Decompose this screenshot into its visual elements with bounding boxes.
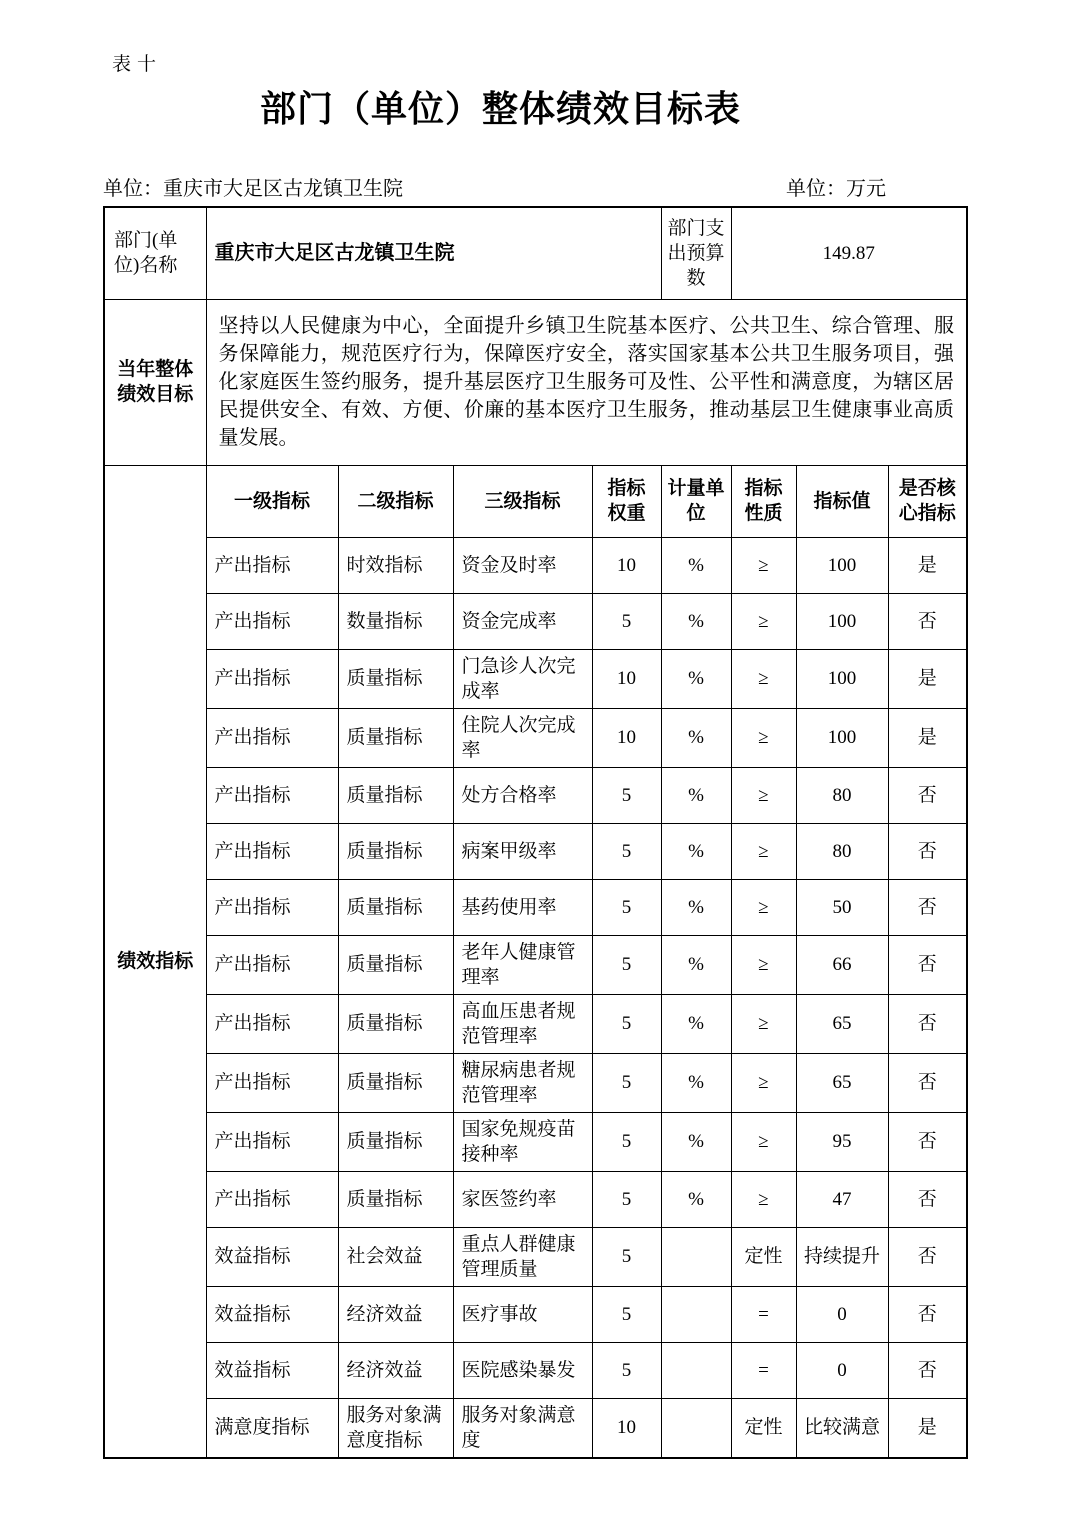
cell-level1: 产出指标 bbox=[206, 935, 338, 994]
indicator-row bbox=[104, 1398, 967, 1458]
col-header-nature: 指标性质 bbox=[731, 465, 796, 537]
cell-unit bbox=[661, 1286, 731, 1342]
cell-nature: ≥ bbox=[731, 879, 796, 935]
cell-level1: 产出指标 bbox=[206, 1171, 338, 1227]
cell-weight: 5 bbox=[592, 1112, 661, 1171]
dept-name-value: 重庆市大足区古龙镇卫生院 bbox=[206, 207, 661, 299]
cell-unit bbox=[661, 1227, 731, 1286]
cell-value: 0 bbox=[796, 1286, 888, 1342]
cell-level3: 资金完成率 bbox=[453, 593, 592, 649]
cell-level3: 家医签约率 bbox=[453, 1171, 592, 1227]
performance-target-table bbox=[103, 206, 968, 1459]
indicator-row bbox=[104, 1227, 967, 1286]
indicator-row bbox=[104, 767, 967, 823]
cell-nature: ≥ bbox=[731, 1171, 796, 1227]
cell-level2: 质量指标 bbox=[338, 1053, 453, 1112]
cell-unit: % bbox=[661, 708, 731, 767]
indicator-row bbox=[104, 935, 967, 994]
cell-nature: ≥ bbox=[731, 935, 796, 994]
cell-weight: 5 bbox=[592, 1286, 661, 1342]
col-header-level3: 三级指标 bbox=[453, 465, 592, 537]
cell-unit: % bbox=[661, 649, 731, 708]
cell-unit: % bbox=[661, 935, 731, 994]
col-header-weight: 指标权重 bbox=[592, 465, 661, 537]
cell-value: 50 bbox=[796, 879, 888, 935]
cell-level1: 产出指标 bbox=[206, 593, 338, 649]
cell-value: 100 bbox=[796, 537, 888, 593]
col-header-core: 是否核心指标 bbox=[888, 465, 967, 537]
cell-weight: 5 bbox=[592, 1171, 661, 1227]
dept-name-label: 部门(单位)名称 bbox=[104, 207, 206, 299]
cell-nature: ≥ bbox=[731, 708, 796, 767]
cell-level3: 国家免规疫苗接种率 bbox=[453, 1112, 592, 1171]
col-header-level2: 二级指标 bbox=[338, 465, 453, 537]
cell-value: 持续提升 bbox=[796, 1227, 888, 1286]
dept-row bbox=[104, 207, 967, 299]
cell-level1: 产出指标 bbox=[206, 879, 338, 935]
goal-text: 坚持以人民健康为中心，全面提升乡镇卫生院基本医疗、公共卫生、综合管理、服务保障能力，规范医疗行为，保障医疗安全，落实国家基本公共卫生服务项目，强化家庭医生签约服务，提升基层医疗卫生服务可及性、公平性和满意度，为辖区居民提供安全、有效、方便、价廉的基本医疗卫生服务，推动基层卫生健康事业高质量发展。 bbox=[206, 299, 967, 465]
cell-level2: 质量指标 bbox=[338, 935, 453, 994]
cell-unit: % bbox=[661, 823, 731, 879]
cell-value: 66 bbox=[796, 935, 888, 994]
col-header-value: 指标值 bbox=[796, 465, 888, 537]
cell-level3: 处方合格率 bbox=[453, 767, 592, 823]
cell-level2: 质量指标 bbox=[338, 823, 453, 879]
cell-core: 是 bbox=[888, 1398, 967, 1458]
cell-level3: 基药使用率 bbox=[453, 879, 592, 935]
cell-unit: % bbox=[661, 1171, 731, 1227]
indicator-row bbox=[104, 994, 967, 1053]
cell-core: 否 bbox=[888, 1112, 967, 1171]
indicator-header-row bbox=[104, 465, 967, 537]
cell-level2: 质量指标 bbox=[338, 879, 453, 935]
cell-weight: 10 bbox=[592, 537, 661, 593]
cell-nature: ≥ bbox=[731, 1053, 796, 1112]
cell-value: 47 bbox=[796, 1171, 888, 1227]
indicator-row bbox=[104, 537, 967, 593]
page-title: 部门（单位）整体绩效目标表 bbox=[259, 89, 741, 129]
cell-value: 比较满意 bbox=[796, 1398, 888, 1458]
cell-level2: 质量指标 bbox=[338, 767, 453, 823]
cell-weight: 5 bbox=[592, 767, 661, 823]
cell-nature: = bbox=[731, 1286, 796, 1342]
cell-level1: 产出指标 bbox=[206, 1053, 338, 1112]
cell-core: 否 bbox=[888, 1171, 967, 1227]
indicator-row bbox=[104, 1112, 967, 1171]
cell-value: 80 bbox=[796, 823, 888, 879]
cell-core: 否 bbox=[888, 1342, 967, 1398]
cell-level3: 老年人健康管理率 bbox=[453, 935, 592, 994]
cell-core: 否 bbox=[888, 593, 967, 649]
cell-level3: 医疗事故 bbox=[453, 1286, 592, 1342]
col-header-unit: 计量单位 bbox=[661, 465, 731, 537]
cell-level2: 服务对象满意度指标 bbox=[338, 1398, 453, 1458]
cell-unit: % bbox=[661, 994, 731, 1053]
cell-nature: ≥ bbox=[731, 537, 796, 593]
cell-weight: 5 bbox=[592, 1342, 661, 1398]
cell-weight: 5 bbox=[592, 823, 661, 879]
cell-level2: 经济效益 bbox=[338, 1342, 453, 1398]
indicator-row bbox=[104, 823, 967, 879]
cell-level3: 医院感染暴发 bbox=[453, 1342, 592, 1398]
cell-weight: 5 bbox=[592, 935, 661, 994]
cell-value: 80 bbox=[796, 767, 888, 823]
cell-weight: 10 bbox=[592, 649, 661, 708]
cell-level3: 病案甲级率 bbox=[453, 823, 592, 879]
cell-nature: ≥ bbox=[731, 823, 796, 879]
cell-level1: 产出指标 bbox=[206, 708, 338, 767]
cell-level1: 产出指标 bbox=[206, 649, 338, 708]
cell-level3: 门急诊人次完成率 bbox=[453, 649, 592, 708]
cell-weight: 10 bbox=[592, 1398, 661, 1458]
cell-level2: 质量指标 bbox=[338, 994, 453, 1053]
indicator-row bbox=[104, 1286, 967, 1342]
cell-level3: 服务对象满意度 bbox=[453, 1398, 592, 1458]
goal-label: 当年整体绩效目标 bbox=[104, 299, 206, 465]
cell-core: 否 bbox=[888, 823, 967, 879]
cell-weight: 5 bbox=[592, 994, 661, 1053]
cell-unit: % bbox=[661, 767, 731, 823]
cell-level2: 社会效益 bbox=[338, 1227, 453, 1286]
cell-unit: % bbox=[661, 1112, 731, 1171]
cell-level2: 质量指标 bbox=[338, 708, 453, 767]
cell-value: 100 bbox=[796, 649, 888, 708]
cell-weight: 10 bbox=[592, 708, 661, 767]
cell-core: 是 bbox=[888, 537, 967, 593]
cell-level1: 效益指标 bbox=[206, 1286, 338, 1342]
cell-level1: 产出指标 bbox=[206, 994, 338, 1053]
cell-core: 否 bbox=[888, 994, 967, 1053]
cell-nature: 定性 bbox=[731, 1227, 796, 1286]
cell-core: 是 bbox=[888, 708, 967, 767]
cell-level2: 经济效益 bbox=[338, 1286, 453, 1342]
cell-unit: % bbox=[661, 537, 731, 593]
currency-unit-text: 单位：万元 bbox=[786, 178, 886, 200]
indicator-row bbox=[104, 1053, 967, 1112]
unit-name-text: 单位：重庆市大足区古龙镇卫生院 bbox=[103, 178, 403, 200]
cell-level3: 高血压患者规范管理率 bbox=[453, 994, 592, 1053]
cell-level2: 数量指标 bbox=[338, 593, 453, 649]
cell-level3: 住院人次完成率 bbox=[453, 708, 592, 767]
cell-level1: 产出指标 bbox=[206, 767, 338, 823]
cell-unit bbox=[661, 1342, 731, 1398]
cell-unit bbox=[661, 1398, 731, 1458]
cell-weight: 5 bbox=[592, 879, 661, 935]
cell-nature: = bbox=[731, 1342, 796, 1398]
budget-label: 部门支出预算数 bbox=[661, 207, 731, 299]
indicator-row bbox=[104, 1342, 967, 1398]
cell-unit: % bbox=[661, 879, 731, 935]
cell-value: 95 bbox=[796, 1112, 888, 1171]
cell-value: 65 bbox=[796, 1053, 888, 1112]
cell-level3: 重点人群健康管理质量 bbox=[453, 1227, 592, 1286]
cell-nature: ≥ bbox=[731, 593, 796, 649]
cell-core: 否 bbox=[888, 1227, 967, 1286]
cell-core: 否 bbox=[888, 1053, 967, 1112]
indicator-row bbox=[104, 593, 967, 649]
cell-weight: 5 bbox=[592, 1053, 661, 1112]
cell-nature: ≥ bbox=[731, 1112, 796, 1171]
indicator-row bbox=[104, 708, 967, 767]
cell-level2: 时效指标 bbox=[338, 537, 453, 593]
cell-unit: % bbox=[661, 1053, 731, 1112]
col-header-level1: 一级指标 bbox=[206, 465, 338, 537]
cell-level1: 产出指标 bbox=[206, 537, 338, 593]
indicator-row bbox=[104, 879, 967, 935]
cell-level2: 质量指标 bbox=[338, 1112, 453, 1171]
cell-level3: 资金及时率 bbox=[453, 537, 592, 593]
cell-level1: 效益指标 bbox=[206, 1227, 338, 1286]
cell-core: 是 bbox=[888, 649, 967, 708]
cell-nature: 定性 bbox=[731, 1398, 796, 1458]
cell-core: 否 bbox=[888, 767, 967, 823]
cell-level2: 质量指标 bbox=[338, 649, 453, 708]
cell-value: 0 bbox=[796, 1342, 888, 1398]
cell-value: 65 bbox=[796, 994, 888, 1053]
cell-level1: 产出指标 bbox=[206, 823, 338, 879]
cell-value: 100 bbox=[796, 708, 888, 767]
cell-nature: ≥ bbox=[731, 994, 796, 1053]
unit-bar bbox=[103, 176, 966, 202]
cell-core: 否 bbox=[888, 879, 967, 935]
cell-level1: 满意度指标 bbox=[206, 1398, 338, 1458]
cell-level2: 质量指标 bbox=[338, 1171, 453, 1227]
cell-level3: 糖尿病患者规范管理率 bbox=[453, 1053, 592, 1112]
indicator-row bbox=[104, 1171, 967, 1227]
cell-weight: 5 bbox=[592, 1227, 661, 1286]
indicator-row bbox=[104, 649, 967, 708]
cell-unit: % bbox=[661, 593, 731, 649]
cell-weight: 5 bbox=[592, 593, 661, 649]
budget-value: 149.87 bbox=[731, 207, 967, 299]
cell-level1: 产出指标 bbox=[206, 1112, 338, 1171]
cell-level1: 效益指标 bbox=[206, 1342, 338, 1398]
cell-value: 100 bbox=[796, 593, 888, 649]
cell-nature: ≥ bbox=[731, 767, 796, 823]
table-number: 表十 bbox=[112, 54, 163, 75]
cell-nature: ≥ bbox=[731, 649, 796, 708]
cell-core: 否 bbox=[888, 1286, 967, 1342]
goal-row bbox=[104, 299, 967, 465]
cell-core: 否 bbox=[888, 935, 967, 994]
section-label: 绩效指标 bbox=[104, 465, 206, 1458]
